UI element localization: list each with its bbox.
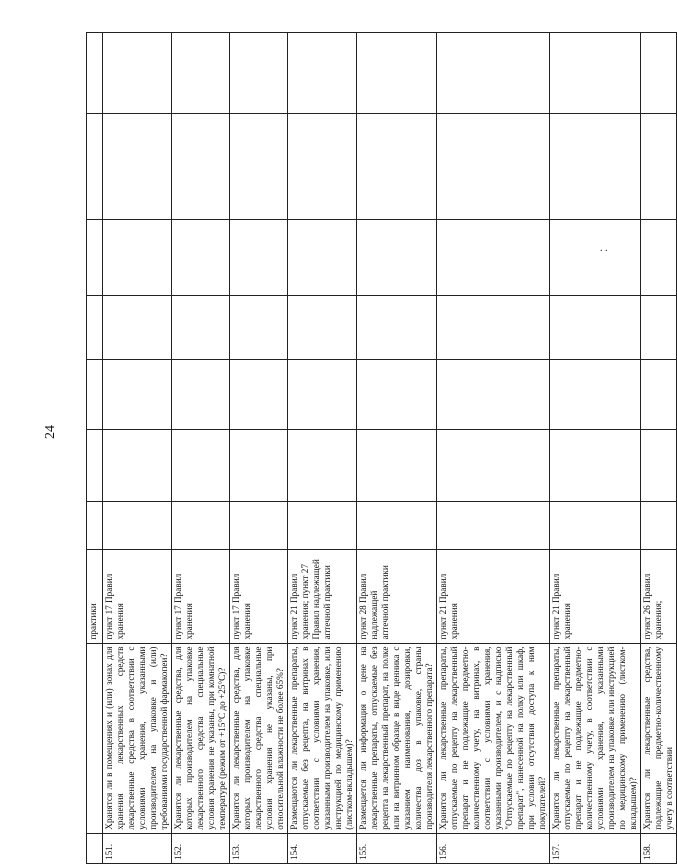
row-reference: пункт 21 Правил хранения xyxy=(437,549,550,643)
row-question: Размещаются ли лекарственные препараты, отпускаемые без рецепта, на витринах в соответствии с условиями хранения, указанными производителем на упаковке, или инструкцией по медицинскому применению (листком-вкладышем)? xyxy=(288,643,357,833)
row-reference: пункт 17 Правил хранения xyxy=(172,549,230,643)
table-row xyxy=(641,33,677,864)
row-number: 156. xyxy=(437,833,550,863)
row-question: Размещается ли информация о цене на лекарственные препараты, отпускаемые без рецепта на лекарственный препарат, на полке или на витринном образце в виде ценника с указанием наименования, дозировки, количества доз в упаковке, страны производителя лекарственного препарата? xyxy=(357,643,437,833)
row-number: 151. xyxy=(103,833,172,863)
row-number: 154. xyxy=(288,833,357,863)
row-question: Хранятся ли в помещениях и (или) зонах для хранения лекарственных средств лекарственные средства в соответствии с условиями хранения, указанными производителем на упаковке и (или) требованиями государственной фармакопеи? xyxy=(103,643,172,833)
row-number: 153. xyxy=(230,833,288,863)
table-row xyxy=(172,33,230,864)
table-row xyxy=(437,33,550,864)
row-question: Хранятся ли лекарственные средства, для которых производителем на упаковке лекарственного средства специальные условия хранения не указаны, при комнатной температуре (режим от +15°C до +25°C)? xyxy=(172,643,230,833)
row-number: 155. xyxy=(357,833,437,863)
table-row xyxy=(357,33,437,864)
row-reference: пункт 26 Правил хранения; xyxy=(641,549,677,643)
table-row xyxy=(230,33,288,864)
row-question: Хранятся ли лекарственные препараты, отпускаемые по рецепту на лекарственный препарат и не подлежащие предметно-количественному учету, в соответствии с условиями хранения, указанными производителем на упаковке или инструкцией по медицинскому применению (листком-вкладышем)? xyxy=(550,643,641,833)
page-mark: . . xyxy=(600,243,608,254)
rotated-page xyxy=(86,32,674,864)
ref-continuation: практики xyxy=(87,549,103,643)
page-number: 24 xyxy=(43,425,58,439)
table-row xyxy=(103,33,172,864)
table-row-continuation xyxy=(87,33,103,864)
row-reference: пункт 28 Правил надлежащей аптечной практики xyxy=(357,549,437,643)
row-reference: пункт 21 Правил хранения; пункт 27 Правил надлежащей аптечной практики xyxy=(288,549,357,643)
row-number: 152. xyxy=(172,833,230,863)
row-question: Хранятся ли лекарственные средства, подлежащие предметно-количественному учету в соответствии xyxy=(641,643,677,833)
row-reference: пункт 17 Правил хранения xyxy=(230,549,288,643)
table-row xyxy=(288,33,357,864)
checklist-table xyxy=(86,32,677,864)
row-reference: пункт 21 Правил хранения xyxy=(550,549,641,643)
table-row xyxy=(550,33,641,864)
row-reference: пункт 17 Правил хранения xyxy=(103,549,172,643)
row-number: 158. xyxy=(641,833,677,863)
row-number: 157. xyxy=(550,833,641,863)
row-question: Хранятся ли лекарственные средства, для которых производителем на упаковке лекарственного средства специальные условия хранения не указаны, при относительной влажности не более 65%? xyxy=(230,643,288,833)
row-question: Хранятся ли лекарственные препараты, отпускаемые по рецепту на лекарственный препарат и не подлежащие предметно-количественному учету, на витринах, в соответствии с условиями хранения, указанными производителем, и с надписью "Отпускаемые по рецепту на лекарственный препарат", нанесенной на полку или шкаф, при условии отсутствия доступа к ним покупателей? xyxy=(437,643,550,833)
